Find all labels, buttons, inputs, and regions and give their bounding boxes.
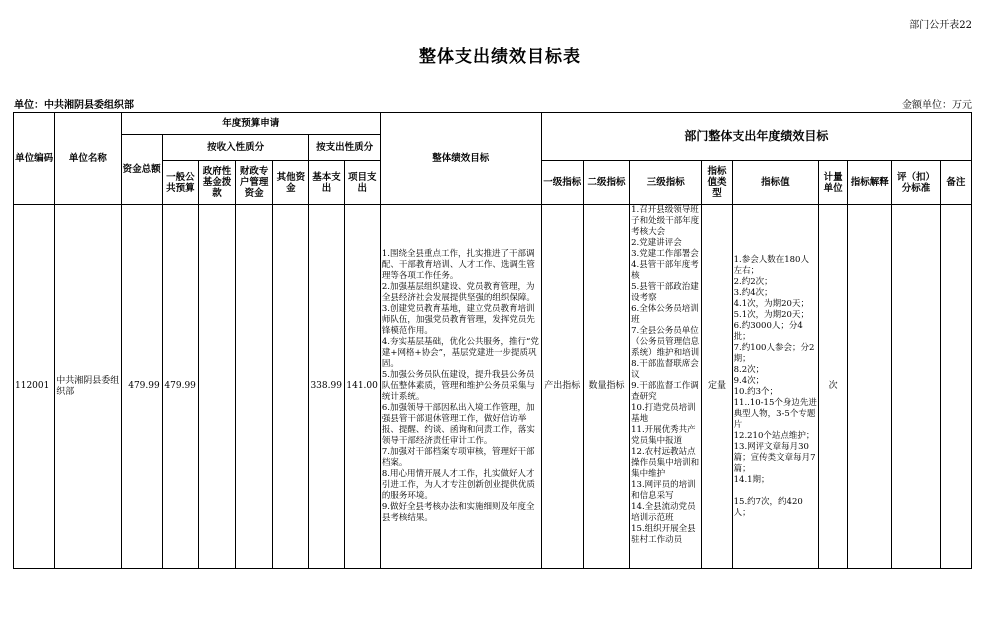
hdr-lvl1: 一级指标 [541,161,583,205]
hdr-gov-fund: 政府性基金拨款 [198,161,235,205]
hdr-fiscal-special: 财政专户管理资金 [236,161,273,205]
page-title: 整体支出绩效目标表 [419,47,581,67]
hdr-basic-exp: 基本支出 [309,161,344,205]
hdr-ind-value: 指标值 [732,161,818,205]
cell-lvl1: 产出指标 [541,205,583,569]
hdr-score-std: 评（扣）分标准 [892,161,940,205]
ind-value-text: 1.参会人数在180人左右； 2.约2次； 3.约4次； 4.1次，为期20天； 5.1次，为期20天； 6.约3000人；分4批； 7.约100人参会；分2期； 8.2次； 9.4次； 10.约3个； 11..10-15个身边先进典型人物，3-5个专题片 12.210个站点维护； 13.网评文章每月30篇；宣传类文章每月7篇； 14.1期； 15.约7次，约420人； [733,254,817,518]
hdr-annual-budget: 年度预算申请 [121,113,380,135]
cell-total: 479.99 [121,205,162,569]
cell-unit-name: 中共湘阴县委组织部 [55,205,121,569]
unit-label: 单位：中共湘阴县委组织部 [14,100,134,111]
hdr-project-exp: 项目支出 [344,161,380,205]
overall-goal-text: 1.围绕全县重点工作，扎实推进了干部调配、干部教育培训、人才工作、选调生管理等各项工作任务。 2.加强基层组织建设、党员教育管理，为全县经济社会发展提供坚强的组织保障。 3.创建党员教育基地，建立党员教育培训师队伍，加强党员教育管理，发挥党员先锋模范作用。 4.夯实基层基础，优化公共服务，推行“党建+网格+协会”，基层党建进一步提质巩固。 5.加强公务员队伍建设，提升我县公务员队伍整体素质，管理和维护公务员采集与统计系统。 6.加强领导干部因私出入境工作管理，加强县管干部退休管理工作，做好信访举报、提醒、约谈、函询和问责工作，落实领导干部经济责任审计工作。 7.加强对干部档案专项审核，管理好干部档案。 8.用心用情开展人才工作，扎实做好人才引进工作，为人才专注创新创业提供优质的服务环境。 9.做好全县考核办法和实施细则及年度全县考核结果。 [381,249,539,523]
hdr-unit-code: 单位编码 [14,113,55,205]
hdr-lvl2: 二级指标 [583,161,629,205]
hdr-other-funds: 其他资金 [273,161,309,205]
hdr-by-expense: 按支出性质分 [309,135,380,161]
doc-tag: 部门公开表22 [909,20,972,31]
cell-overall-goal [380,205,541,569]
cell-remark [940,205,971,569]
hdr-unit-name: 单位名称 [55,113,121,205]
cell-lvl3 [630,205,702,569]
hdr-overall-goal: 整体绩效目标 [380,113,541,205]
hdr-ind-explain: 指标解释 [848,161,892,205]
cell-general: 479.99 [162,205,198,569]
cell-ind-value [732,205,818,569]
cell-ind-explain [848,205,892,569]
cell-ind-type: 定量 [702,205,732,569]
money-unit: 金额单位：万元 [902,100,972,111]
hdr-dept-goal: 部门整体支出年度绩效目标 [541,113,971,161]
hdr-remark: 备注 [940,161,971,205]
cell-measure-unit: 次 [819,205,848,569]
cell-score-std [892,205,940,569]
hdr-ind-type: 指标值类型 [702,161,732,205]
cell-project: 141.00 [344,205,380,569]
cell-unit-code: 112001 [14,205,55,569]
cell-basic: 338.99 [309,205,344,569]
cell-lvl2: 数量指标 [583,205,629,569]
hdr-total-funds: 资金总额 [121,135,162,205]
hdr-general-budget: 一般公共预算 [162,161,198,205]
hdr-lvl3: 三级指标 [630,161,702,205]
cell-gov-fund [198,205,235,569]
hdr-by-income: 按收入性质分 [162,135,309,161]
performance-table [13,112,972,569]
cell-fiscal-special [236,205,273,569]
table-row [14,205,972,569]
hdr-measure-unit: 计量单位 [819,161,848,205]
cell-other [273,205,309,569]
lvl3-text: 1.召开县级领导班子和处级干部年度考核大会 2.党建讲评会 3.党建工作部署会 4.县管干部年度考核 5.县管干部政治建设考察 6.全体公务员培训班 7.全县公务员单位（公务员管理信息系统）维护和培训 8.干部监督联席会议 9.干部监督工作调查研究 10.打造党员培训基地 11.开展优秀共产党员集中报道 12.农村远教站点操作员集中培训和集中维护 13.网评员的培训和信息采写 14.全县流动党员培训示范班 15.组织开展全县驻村工作动员 [631,205,700,545]
